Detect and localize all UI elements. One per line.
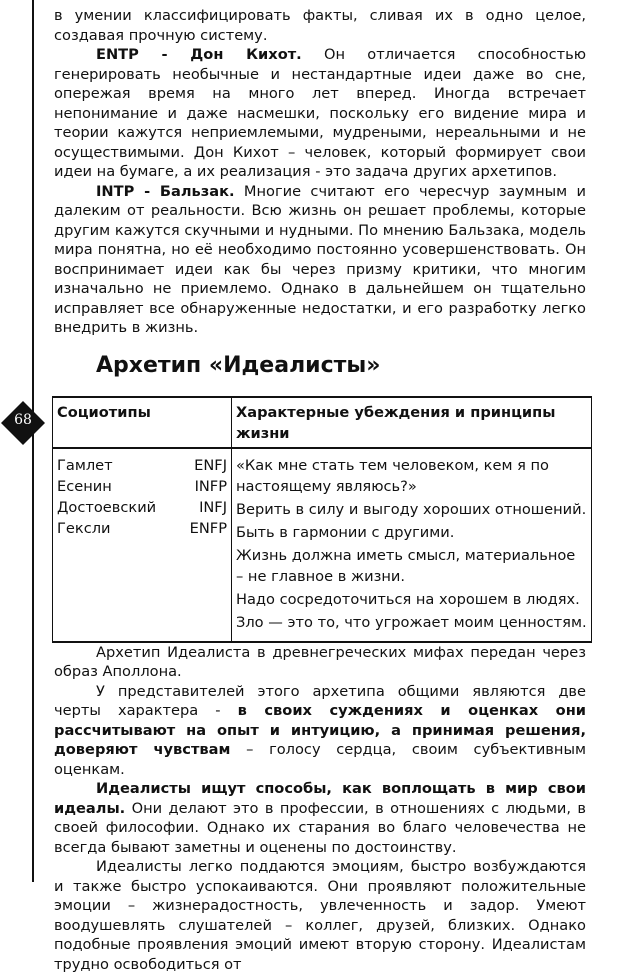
socio-name: Есенин [57,477,112,495]
belief-item: Жизнь должна иметь смысл, материальное – не главное в жизни. [236,546,576,585]
socio-row [57,455,227,476]
emotions-paragraph: Идеалисты легко поддаются эмоциям, быстро возбуждаются и также быстро успокаиваются. Они проявляют положительные эмоции – жизнерадостность, увлеченность и задор. Умеют воодушевлять слушателей – коллег, друзей, близких. Однако подобные проявления эмоций имеют вторую сторону. Идеалистам трудно освободиться от [54,858,586,973]
socio-name: Гамлет [57,456,113,474]
header-beliefs: Характерные убеждения и принципы жизни [232,397,592,448]
intro-continuation: в умении классифицировать факты, сливая их в одно целое, создавая прочную систему. [54,7,586,44]
intp-text: Многие считают его чересчур заумным и далеким от реальности. Всю жизнь он решает проблемы, которые другим кажутся скучными и нудными. По мнению Бальзака, модель мира понятна, но её необходимо постоянно усовершенствовать. Он воспринимает идеи как бы через призму критики, что многим изначально не приемлемо. Однако в дальнейшем он тщательно исправляет все обнаруженные недостатки, и его разработку легко внедрить в жизнь. [54,182,586,336]
entp-text: Он отличается способностью генерировать необычные и нестандартные идеи даже во сне, опережая время на много лет вперед. Иногда встречает непонимание и даже насмешки, поскольку его видение мира и теории кажутся неприемлемыми, мудреными, нереальными и не осуществимыми. Дон Кихот – человек, который формирует свои идеи на бумаге, а их реализация - это задача других архетипов. [54,46,586,180]
socio-type: INFP [194,477,227,495]
socio-type: INFJ [199,498,227,516]
belief-item: «Как мне стать тем человеком, кем я по настоящему являюсь?» [236,456,549,495]
belief-item: Верить в силу и выгоду хороших отношений. [236,500,587,518]
traits-end: – голосу сердца, своим субъективным оценкам. [54,741,586,778]
socio-type: ENFJ [194,456,227,474]
socio-name: Гексли [57,519,111,537]
header-socio: Социотипы [53,397,232,448]
socio-name: Достоевский [57,498,157,516]
ideals-bold: Идеалисты ищут способы, как воплощать в мир свои идеалы. [54,780,586,817]
archetype-table [52,396,592,643]
traits-bold: в своих суждениях и оценках они рассчитывают на опыт и интуицию, а принимая решения, доверяют чувствам [54,702,587,758]
apollo-paragraph: Архетип Идеалиста в древнегреческих мифах передан через образ Аполлона. [54,643,586,680]
traits-paragraph [54,682,586,780]
intp-title: INTP - Бальзак. [96,182,235,200]
beliefs-column [232,448,592,642]
socio-row [57,518,227,539]
ideals-paragraph [54,779,586,857]
page-content [54,6,586,974]
socio-row [57,497,227,518]
section-title: Архетип «Идеалисты» [96,352,381,378]
socio-row [57,476,227,497]
socio-column [53,448,232,642]
belief-item: Зло — это то, что угрожает моим ценностям. [236,613,587,631]
belief-item: Быть в гармонии с другими. [236,523,455,541]
ideals-text: Они делают это в профессии, в отношениях с людьми, в своей философии. Однако их старания во благо человечества не всегда бывают заметны и оценены по достоинству. [54,799,586,856]
page-number: 68 [14,412,32,428]
entp-paragraph [54,45,586,182]
page-number-badge [0,400,46,446]
socio-type: ENFP [189,519,227,537]
intp-paragraph [54,182,586,338]
belief-item: Надо сосредоточиться на хорошем в людях. [236,590,580,608]
traits-start: У представителей этого архетипа общими являются две черты характера - [54,682,586,719]
entp-title: ENTP - Дон Кихот. [96,46,302,63]
